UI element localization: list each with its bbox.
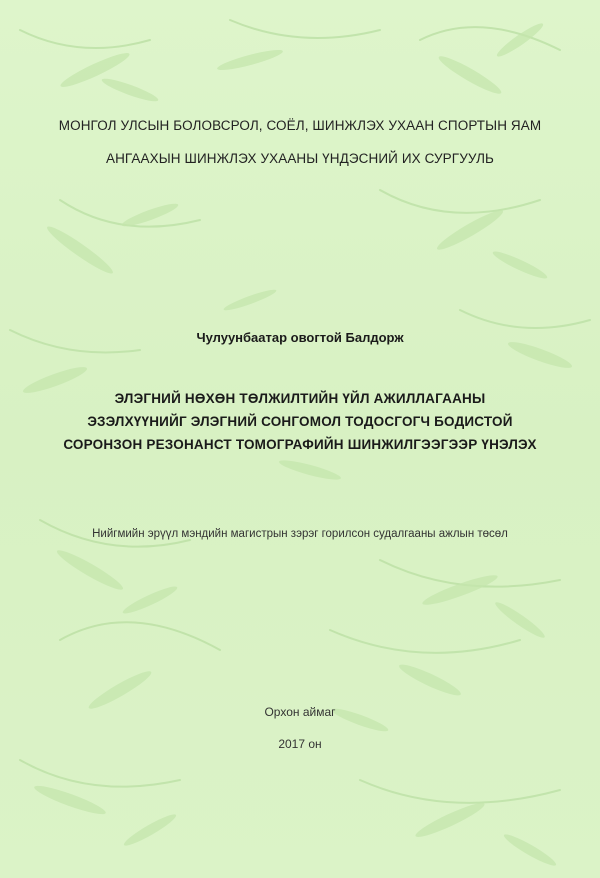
thesis-title-line-2: ЭЗЭЛХҮҮНИЙГ ЭЛЭГНИЙ СОНГОМОЛ ТОДОСГОГЧ БОДИСТОЙ — [87, 414, 513, 429]
ministry-name: МОНГОЛ УЛСЫН БОЛОВСРОЛ, СОЁЛ, ШИНЖЛЭХ УХААН СПОРТЫН ЯАМ — [58, 118, 542, 133]
thesis-title-line-3: СОРОНЗОН РЕЗОНАНСТ ТОМОГРАФИЙН ШИНЖИЛГЭЭГЭЭР ҮНЭЛЭХ — [63, 437, 537, 452]
year: 2017 он — [278, 737, 322, 751]
thesis-title-line-1: ЭЛЭГНИЙ НӨХӨН ТӨЛЖИЛТИЙН ҮЙЛ АЖИЛЛАГААНЫ — [114, 391, 486, 406]
university-name: АНГААХЫН ШИНЖЛЭХ УХААНЫ ҮНДЭСНИЙ ИХ СУРГУУЛЬ — [105, 151, 495, 166]
degree-description: Нийгмийн эрүүл мэндийн магистрын зэрэг горилсон судалгааны ажлын төсөл — [92, 528, 508, 540]
author-name: Чулуунбаатар овогтой Балдорж — [196, 330, 404, 345]
place-name: Орхон аймаг — [264, 705, 336, 719]
